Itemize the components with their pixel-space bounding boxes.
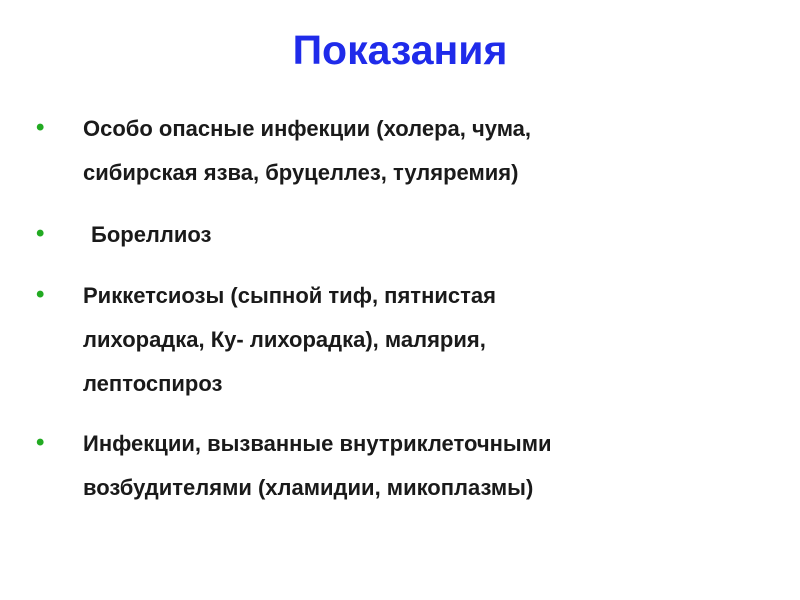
list-item-text bbox=[91, 213, 791, 257]
list-item-line: Риккетсиозы (сыпной тиф, пятнистая bbox=[83, 283, 496, 308]
bullet-dot-icon: • bbox=[36, 114, 45, 141]
list-item-line: Бореллиоз bbox=[91, 222, 212, 247]
slide-title: Показания bbox=[292, 27, 508, 73]
list-item-line: сибирская язва, бруцеллез, туляремия) bbox=[83, 160, 519, 185]
list-item-line: Особо опасные инфекции (холера, чума, bbox=[83, 116, 532, 141]
list-item-line: возбудителями (хламидии, микоплазмы) bbox=[83, 475, 534, 500]
list-item-text bbox=[83, 422, 783, 510]
list-item-text bbox=[83, 274, 783, 406]
bullet-dot-icon: • bbox=[36, 220, 45, 247]
bullet-dot-icon: • bbox=[36, 429, 45, 456]
list-item-line: лептоспироз bbox=[83, 371, 223, 396]
list-item-line: лихорадка, Ку- лихорадка), малярия, bbox=[83, 327, 486, 352]
bullet-dot-icon: • bbox=[36, 281, 45, 308]
list-item-text bbox=[83, 107, 783, 195]
list-item-line: Инфекции, вызванные внутриклеточными bbox=[83, 431, 552, 456]
